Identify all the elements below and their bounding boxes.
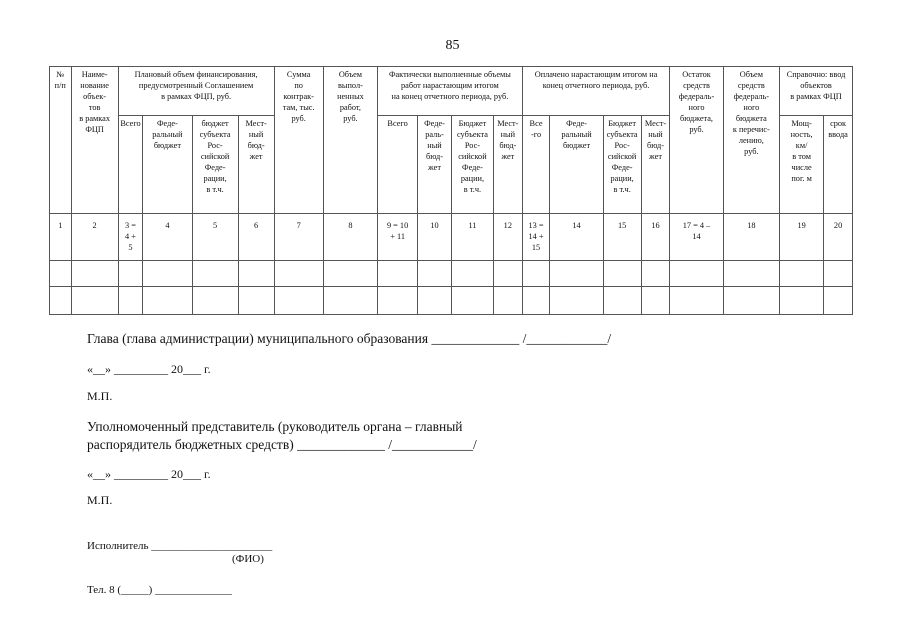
date-line[interactable]: «__» _________ 20___ г. bbox=[87, 467, 211, 481]
table-cell[interactable] bbox=[522, 287, 550, 315]
column-number: 19 bbox=[780, 214, 824, 261]
column-number: 10 bbox=[418, 214, 452, 261]
table-cell[interactable] bbox=[378, 287, 418, 315]
table-cell[interactable] bbox=[274, 261, 323, 287]
date-line[interactable]: «__» _________ 20___ г. bbox=[87, 362, 211, 376]
column-number-row bbox=[50, 214, 853, 261]
table-cell[interactable] bbox=[493, 287, 522, 315]
col-header-planned-local: Мест- ный бюд- жет bbox=[238, 116, 274, 214]
head-signature-line[interactable]: Глава (глава администрации) муниципального образования _____________ /____________/ bbox=[87, 331, 612, 346]
table-cell[interactable] bbox=[641, 287, 670, 315]
table-cell[interactable] bbox=[723, 287, 779, 315]
col-header-contract-sum: Сумма по контрак- там, тыс. руб. bbox=[274, 67, 323, 214]
col-header-actual-volume: Фактически выполненные объемы работ нарастающим итогом на конец отчетного периода, руб. bbox=[378, 67, 523, 116]
table-cell[interactable] bbox=[50, 287, 72, 315]
phone-line[interactable]: Тел. 8 (_____) ______________ bbox=[87, 584, 232, 596]
col-header-federal-remainder: Остаток средств федераль- ного бюджета, руб. bbox=[670, 67, 723, 214]
table-cell[interactable] bbox=[50, 261, 72, 287]
column-number: 17 = 4 – 14 bbox=[670, 214, 723, 261]
table-cell[interactable] bbox=[71, 287, 118, 315]
col-header-paid-total: Все -го bbox=[522, 116, 550, 214]
col-header-paid: Оплачено нарастающим итогом на конец отчетного периода, руб. bbox=[522, 67, 670, 116]
table-cell[interactable] bbox=[274, 287, 323, 315]
stamp-place-label: М.П. bbox=[87, 493, 113, 507]
column-number: 12 bbox=[493, 214, 522, 261]
table-cell[interactable] bbox=[418, 287, 452, 315]
col-header-planned-financing: Плановый объем финансирования, предусмотренный Соглашением в рамках ФЦП, руб. bbox=[118, 67, 274, 116]
table-cell[interactable] bbox=[451, 287, 493, 315]
table-cell[interactable] bbox=[493, 261, 522, 287]
table-cell[interactable] bbox=[603, 287, 641, 315]
column-number: 20 bbox=[824, 214, 853, 261]
col-header-transfer-volume: Объем средств федераль- ного бюджета к перечис- лению, руб. bbox=[723, 67, 779, 214]
table-cell[interactable] bbox=[824, 261, 853, 287]
fio-label: (ФИО) bbox=[232, 553, 264, 565]
table-cell[interactable] bbox=[323, 261, 377, 287]
col-header-object-name: Наиме- нование объек- тов в рамках ФЦП bbox=[71, 67, 118, 214]
table-cell[interactable] bbox=[118, 287, 143, 315]
col-header-commission-date: срок ввода bbox=[824, 116, 853, 214]
column-number: 1 bbox=[50, 214, 72, 261]
table-cell[interactable] bbox=[603, 261, 641, 287]
table-cell[interactable] bbox=[550, 261, 603, 287]
table-cell[interactable] bbox=[378, 261, 418, 287]
table-cell[interactable] bbox=[641, 261, 670, 287]
executor-line[interactable]: Исполнитель ______________________ bbox=[87, 540, 273, 552]
table-cell[interactable] bbox=[192, 287, 238, 315]
table-header-row-1 bbox=[50, 67, 853, 116]
col-header-actual-total: Всего bbox=[378, 116, 418, 214]
report-table bbox=[49, 66, 853, 315]
column-number: 7 bbox=[274, 214, 323, 261]
column-number: 15 bbox=[603, 214, 641, 261]
col-header-planned-total: Всего bbox=[118, 116, 143, 214]
column-number: 2 bbox=[71, 214, 118, 261]
table-row-empty bbox=[50, 287, 853, 315]
table-cell[interactable] bbox=[71, 261, 118, 287]
column-number: 4 bbox=[143, 214, 192, 261]
table-cell[interactable] bbox=[118, 261, 143, 287]
table-cell[interactable] bbox=[143, 287, 192, 315]
table-cell[interactable] bbox=[780, 261, 824, 287]
col-header-actual-federal: Феде- раль- ный бюд- жет bbox=[418, 116, 452, 214]
table-cell[interactable] bbox=[670, 261, 723, 287]
representative-signature-line[interactable]: распорядитель бюджетных средств) _____________ /____________/ bbox=[87, 437, 477, 452]
table-cell[interactable] bbox=[238, 287, 274, 315]
table-cell[interactable] bbox=[323, 287, 377, 315]
table-row-empty bbox=[50, 261, 853, 287]
col-header-work-volume: Объем выпол- ненных работ, руб. bbox=[323, 67, 377, 214]
col-header-planned-regional: бюджет субъекта Рос- сийской Феде- рации, в т.ч. bbox=[192, 116, 238, 214]
table-cell[interactable] bbox=[451, 261, 493, 287]
table-cell[interactable] bbox=[670, 287, 723, 315]
col-header-planned-federal: Феде- ральный бюджет bbox=[143, 116, 192, 214]
table-cell[interactable] bbox=[550, 287, 603, 315]
table-cell[interactable] bbox=[143, 261, 192, 287]
col-header-reference: Справочно: ввод объектов в рамках ФЦП bbox=[780, 67, 853, 116]
col-header-num: № п/п bbox=[50, 67, 72, 214]
col-header-actual-local: Мест- ный бюд- жет bbox=[493, 116, 522, 214]
column-number: 6 bbox=[238, 214, 274, 261]
stamp-place-label: М.П. bbox=[87, 389, 113, 403]
column-number: 5 bbox=[192, 214, 238, 261]
col-header-paid-federal: Феде- ральный бюджет bbox=[550, 116, 603, 214]
table-cell[interactable] bbox=[780, 287, 824, 315]
column-number: 11 bbox=[451, 214, 493, 261]
column-number: 3 = 4 + 5 bbox=[118, 214, 143, 261]
column-number: 8 bbox=[323, 214, 377, 261]
table-cell[interactable] bbox=[238, 261, 274, 287]
table-cell[interactable] bbox=[192, 261, 238, 287]
page-number: 85 bbox=[445, 38, 460, 53]
table-cell[interactable] bbox=[522, 261, 550, 287]
column-number: 14 bbox=[550, 214, 603, 261]
column-number: 13 = 14 + 15 bbox=[522, 214, 550, 261]
col-header-actual-regional: Бюджет субъекта Рос- сийской Феде- рации, в т.ч. bbox=[451, 116, 493, 214]
col-header-paid-local: Мест- ный бюд- жет bbox=[641, 116, 670, 214]
column-number: 9 = 10 + 11 bbox=[378, 214, 418, 261]
table-cell[interactable] bbox=[418, 261, 452, 287]
table-cell[interactable] bbox=[824, 287, 853, 315]
table-cell[interactable] bbox=[723, 261, 779, 287]
column-number: 18 bbox=[723, 214, 779, 261]
col-header-capacity: Мощ- ность, км/ в том числе пог. м bbox=[780, 116, 824, 214]
col-header-paid-regional: Бюджет субъекта Рос- сийской Феде- рации, в т.ч. bbox=[603, 116, 641, 214]
representative-line: Уполномоченный представитель (руководитель органа – главный bbox=[87, 419, 463, 434]
column-number: 16 bbox=[641, 214, 670, 261]
